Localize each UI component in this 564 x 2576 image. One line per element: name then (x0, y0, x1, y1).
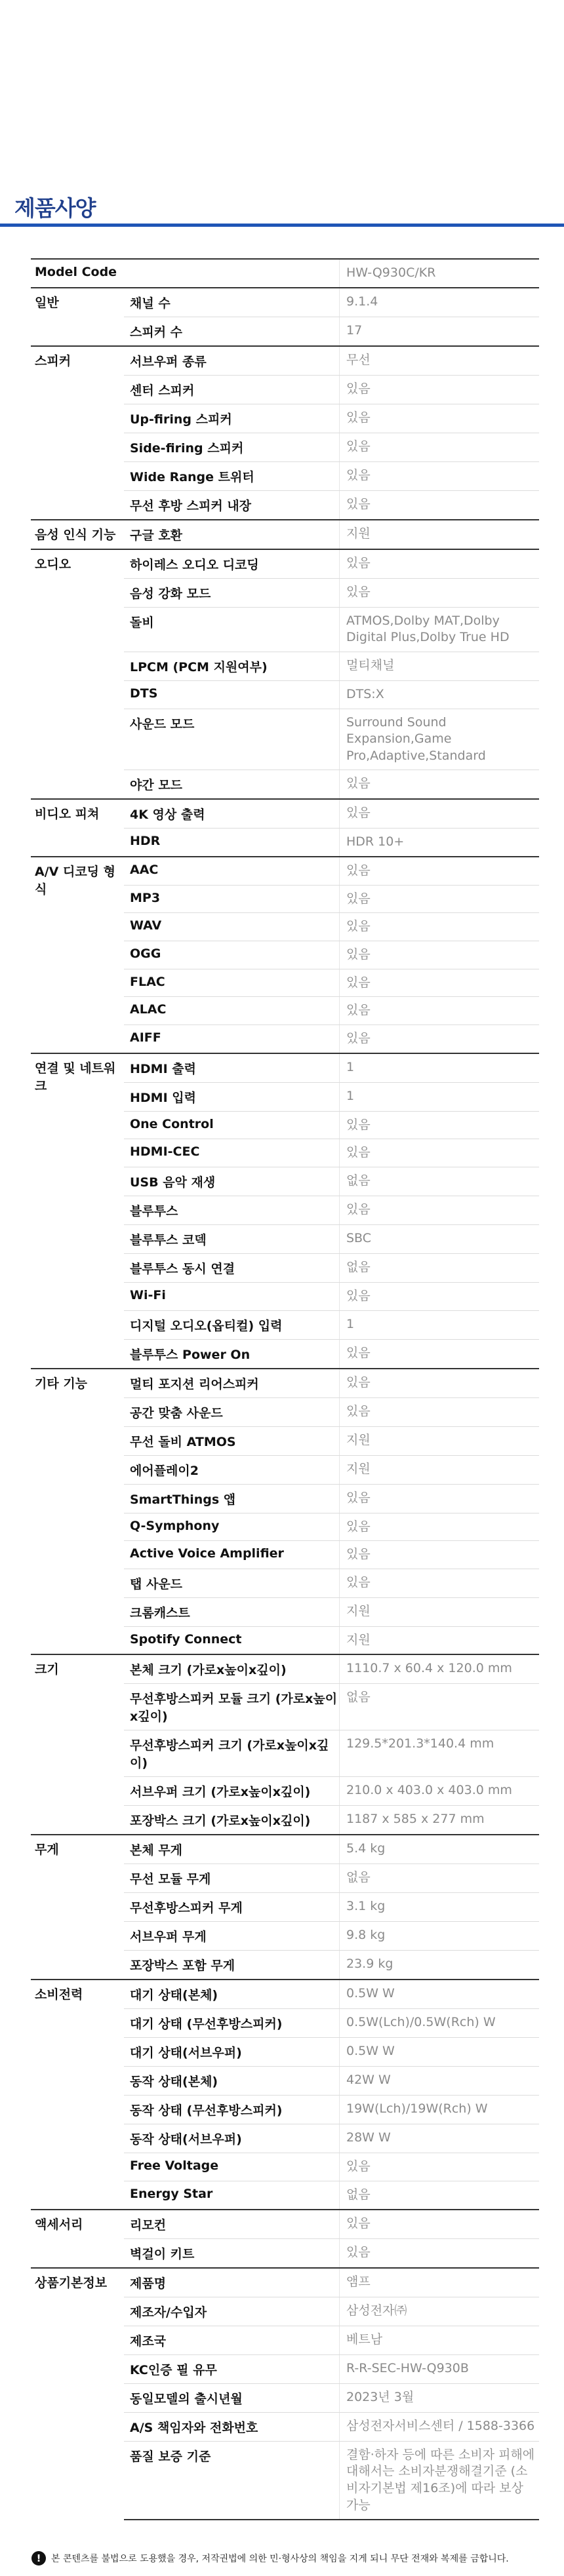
spec-value: 있음 (340, 799, 540, 829)
spec-group-name: 일반 (31, 288, 124, 346)
spec-label: Active Voice Amplifier (124, 1541, 340, 1569)
spec-value: 베트남 (340, 2326, 540, 2354)
spec-value: 지원 (340, 1426, 540, 1455)
spec-label: LPCM (PCM 지원여부) (124, 652, 340, 680)
spec-label: 제조자/수입자 (124, 2297, 340, 2326)
spec-value: 있음 (340, 1139, 540, 1167)
spec-label: 사운드 모드 (124, 709, 340, 770)
spec-label: 구글 호환 (124, 520, 340, 549)
spec-label: SmartThings 앱 (124, 1484, 340, 1513)
spec-label: 대기 상태(본체) (124, 1980, 340, 2009)
spec-value: 있음 (340, 2210, 540, 2239)
table-row (31, 2210, 539, 2239)
spec-label: WAV (124, 913, 340, 941)
spec-value: 없음 (340, 1864, 540, 1893)
spec-table (31, 258, 539, 2520)
spec-label: Up-firing 스피커 (124, 404, 340, 433)
spec-group-name: 연결 및 네트워크 (31, 1053, 124, 1369)
spec-label: 무선후방스피커 모듈 크기 (가로x높이x깊이) (124, 1684, 340, 1730)
spec-label: 야간 모드 (124, 770, 340, 800)
spec-label: 서브우퍼 무게 (124, 1922, 340, 1951)
spec-value: 9.8 kg (340, 1922, 540, 1951)
spec-label: AAC (124, 857, 340, 885)
spec-label: 무선 후방 스피커 내장 (124, 490, 340, 520)
spec-label: 디지털 오디오(옵티컬) 입력 (124, 1310, 340, 1339)
spec-label: 벽걸이 키트 (124, 2238, 340, 2268)
spec-value: 1187 x 585 x 277 mm (340, 1806, 540, 1835)
spec-value: 있음 (340, 549, 540, 579)
spec-label: Q-Symphony (124, 1513, 340, 1541)
spec-label: 무선 돌비 ATMOS (124, 1426, 340, 1455)
spec-value: 5.4 kg (340, 1835, 540, 1864)
table-row (31, 346, 539, 376)
spec-value: 있음 (340, 1369, 540, 1398)
table-row (31, 549, 539, 579)
spec-value: 있음 (340, 1339, 540, 1369)
title-divider (0, 224, 564, 227)
spec-value: 0.5W(Lch)/0.5W(Rch) W (340, 2009, 540, 2038)
spec-label: 동일모델의 출시년월 (124, 2383, 340, 2412)
spec-label: 공간 맞춤 사운드 (124, 1397, 340, 1426)
spec-label: 동작 상태 (무선후방스피커) (124, 2096, 340, 2124)
table-row (31, 1654, 539, 1684)
spec-value: 있음 (340, 885, 540, 913)
spec-label: 에어플레이2 (124, 1455, 340, 1484)
spec-value: 23.9 kg (340, 1951, 540, 1980)
table-row (31, 1053, 539, 1083)
spec-value: 지원 (340, 1626, 540, 1654)
spec-label: 탭 사운드 (124, 1569, 340, 1597)
spec-group-name: 상품기본정보 (31, 2268, 124, 2520)
spec-label: 돌비 (124, 607, 340, 652)
spec-group-name: 소비전력 (31, 1980, 124, 2209)
spec-label: MP3 (124, 885, 340, 913)
spec-label: 블루투스 (124, 1196, 340, 1224)
spec-group-name: 비디오 피쳐 (31, 799, 124, 857)
spec-label: 본체 무게 (124, 1835, 340, 1864)
spec-value: 있음 (340, 770, 540, 800)
spec-value: R-R-SEC-HW-Q930B (340, 2354, 540, 2383)
spec-value: 삼성전자서비스센터 / 1588-3366 (340, 2412, 540, 2441)
spec-value: 있음 (340, 1484, 540, 1513)
page-title: 제품사양 (14, 195, 96, 221)
spec-value: 있음 (340, 1397, 540, 1426)
spec-label: 제조국 (124, 2326, 340, 2354)
spec-label: 음성 강화 모드 (124, 578, 340, 607)
spec-value: 있음 (340, 1111, 540, 1139)
spec-group-name: 크기 (31, 1654, 124, 1835)
spec-value: 있음 (340, 1541, 540, 1569)
spec-value: 있음 (340, 404, 540, 433)
spec-label: DTS (124, 680, 340, 709)
spec-value: 없음 (340, 1167, 540, 1196)
spec-value: 있음 (340, 2238, 540, 2268)
spec-group-name: 무게 (31, 1835, 124, 1980)
spec-label: Energy Star (124, 2181, 340, 2210)
spec-label: 대기 상태 (무선후방스피커) (124, 2009, 340, 2038)
spec-value: ATMOS,Dolby MAT,Dolby Digital Plus,Dolby True HD (340, 607, 540, 652)
spec-label: Free Voltage (124, 2153, 340, 2181)
table-row (31, 520, 539, 549)
spec-label: 제품명 (124, 2268, 340, 2297)
spec-label: 무선후방스피커 무게 (124, 1893, 340, 1922)
spec-label: 4K 영상 출력 (124, 799, 340, 829)
spec-label: HDMI 출력 (124, 1053, 340, 1083)
spec-value: 없음 (340, 1684, 540, 1730)
table-row (31, 1980, 539, 2009)
spec-value: 지원 (340, 1597, 540, 1626)
spec-label: 서브우퍼 종류 (124, 346, 340, 376)
spec-value: 앰프 (340, 2268, 540, 2297)
spec-label: 무선후방스피커 크기 (가로x높이x깊이) (124, 1730, 340, 1777)
spec-value: 있음 (340, 578, 540, 607)
spec-group-name: A/V 디코딩 형식 (31, 857, 124, 1053)
spec-value: 0.5W W (340, 2038, 540, 2067)
spec-value: 9.1.4 (340, 288, 540, 317)
warning-icon: ! (31, 2551, 46, 2566)
spec-value: 129.5*201.3*140.4 mm (340, 1730, 540, 1777)
spec-value: 있음 (340, 969, 540, 997)
spec-label: ALAC (124, 997, 340, 1025)
table-row (31, 799, 539, 829)
spec-value: 2023년 3월 (340, 2383, 540, 2412)
spec-value: 있음 (340, 857, 540, 885)
spec-value: 지원 (340, 520, 540, 549)
spec-value: 없음 (340, 1253, 540, 1282)
spec-label: One Control (124, 1111, 340, 1139)
spec-label: 포장박스 크기 (가로x높이x깊이) (124, 1806, 340, 1835)
spec-label: Wi-Fi (124, 1282, 340, 1310)
spec-value: 있음 (340, 997, 540, 1025)
spec-value: 결함·하자 등에 따른 소비자 피해에 대해서는 소비자분쟁해결기준 (소비자기본법 제16조)에 따라 보상 가능 (340, 2441, 540, 2520)
spec-value: 1110.7 x 60.4 x 120.0 mm (340, 1654, 540, 1684)
spec-label: 스피커 수 (124, 317, 340, 346)
spec-value: 3.1 kg (340, 1893, 540, 1922)
spec-label: 본체 크기 (가로x높이x깊이) (124, 1654, 340, 1684)
spec-label: 채널 수 (124, 288, 340, 317)
spec-value: HDR 10+ (340, 829, 540, 857)
spec-value: 무선 (340, 346, 540, 376)
spec-value: DTS:X (340, 680, 540, 709)
table-row (31, 288, 539, 317)
spec-label: Wide Range 트위터 (124, 461, 340, 490)
spec-label: 센터 스피커 (124, 375, 340, 404)
spec-value: 1 (340, 1310, 540, 1339)
copyright-text: 본 콘텐츠를 불법으로 도용했을 경우, 저작권법에 의한 민·형사상의 책임을 지게 되니 무단 전재와 복제를 금합니다. (51, 2554, 509, 2564)
table-row (31, 259, 539, 288)
spec-value: 17 (340, 317, 540, 346)
spec-value: 삼성전자㈜ (340, 2297, 540, 2326)
spec-value: 있음 (340, 1025, 540, 1053)
table-row (31, 2268, 539, 2297)
spec-value: SBC (340, 1224, 540, 1253)
spec-value: 1 (340, 1053, 540, 1083)
spec-value: 있음 (340, 433, 540, 461)
spec-value: 28W W (340, 2124, 540, 2153)
spec-label: 블루투스 Power On (124, 1339, 340, 1369)
spec-label: FLAC (124, 969, 340, 997)
spec-label: 무선 모듈 무게 (124, 1864, 340, 1893)
spec-value: 있음 (340, 1196, 540, 1224)
spec-label: 대기 상태(서브우퍼) (124, 2038, 340, 2067)
spec-value: 210.0 x 403.0 x 403.0 mm (340, 1777, 540, 1806)
spec-label: 하이레스 오디오 디코딩 (124, 549, 340, 579)
copyright-notice (31, 2551, 509, 2566)
spec-label: 블루투스 동시 연결 (124, 1253, 340, 1282)
spec-value: 있음 (340, 490, 540, 520)
spec-label: HDMI 입력 (124, 1082, 340, 1111)
spec-value: 멀티채널 (340, 652, 540, 680)
table-row (31, 857, 539, 885)
spec-label: 포장박스 포함 무게 (124, 1951, 340, 1980)
spec-label: AIFF (124, 1025, 340, 1053)
spec-label: Spotify Connect (124, 1626, 340, 1654)
spec-label: USB 음악 재생 (124, 1167, 340, 1196)
spec-group-name: 스피커 (31, 346, 124, 520)
spec-label: OGG (124, 941, 340, 969)
spec-label: 리모컨 (124, 2210, 340, 2239)
spec-value: 1 (340, 1082, 540, 1111)
spec-value: 있음 (340, 461, 540, 490)
spec-value: 있음 (340, 1282, 540, 1310)
spec-value: 19W(Lch)/19W(Rch) W (340, 2096, 540, 2124)
spec-label: KC인증 필 유무 (124, 2354, 340, 2383)
spec-label: 블루투스 코덱 (124, 1224, 340, 1253)
spec-value: Surround Sound Expansion,Game Pro,Adaptive,Standard (340, 709, 540, 770)
spec-label: Side-firing 스피커 (124, 433, 340, 461)
spec-label: HDR (124, 829, 340, 857)
spec-label: 멀티 포지션 리어스피커 (124, 1369, 340, 1398)
spec-label: HDMI-CEC (124, 1139, 340, 1167)
spec-value: 있음 (340, 2153, 540, 2181)
spec-value: 있음 (340, 941, 540, 969)
spec-value: 있음 (340, 1513, 540, 1541)
spec-value: 지원 (340, 1455, 540, 1484)
spec-label: 동작 상태(서브우퍼) (124, 2124, 340, 2153)
spec-group-name: 음성 인식 기능 (31, 520, 124, 549)
spec-label: A/S 책임자와 전화번호 (124, 2412, 340, 2441)
spec-group-name: 액세서리 (31, 2210, 124, 2268)
spec-label: 서브우퍼 크기 (가로x높이x깊이) (124, 1777, 340, 1806)
spec-group-name: 오디오 (31, 549, 124, 800)
model-code-value: HW-Q930C/KR (340, 259, 540, 288)
spec-value: 있음 (340, 913, 540, 941)
spec-label: 동작 상태(본체) (124, 2067, 340, 2096)
spec-label: 품질 보증 기준 (124, 2441, 340, 2520)
spec-value: 42W W (340, 2067, 540, 2096)
table-row (31, 1369, 539, 1398)
spec-value: 있음 (340, 375, 540, 404)
spec-value: 0.5W W (340, 1980, 540, 2009)
spec-group-name: 기타 기능 (31, 1369, 124, 1655)
table-row (31, 1835, 539, 1864)
spec-label: 크롬캐스트 (124, 1597, 340, 1626)
spec-value: 없음 (340, 2181, 540, 2210)
model-code-label: Model Code (31, 259, 340, 288)
spec-value: 있음 (340, 1569, 540, 1597)
